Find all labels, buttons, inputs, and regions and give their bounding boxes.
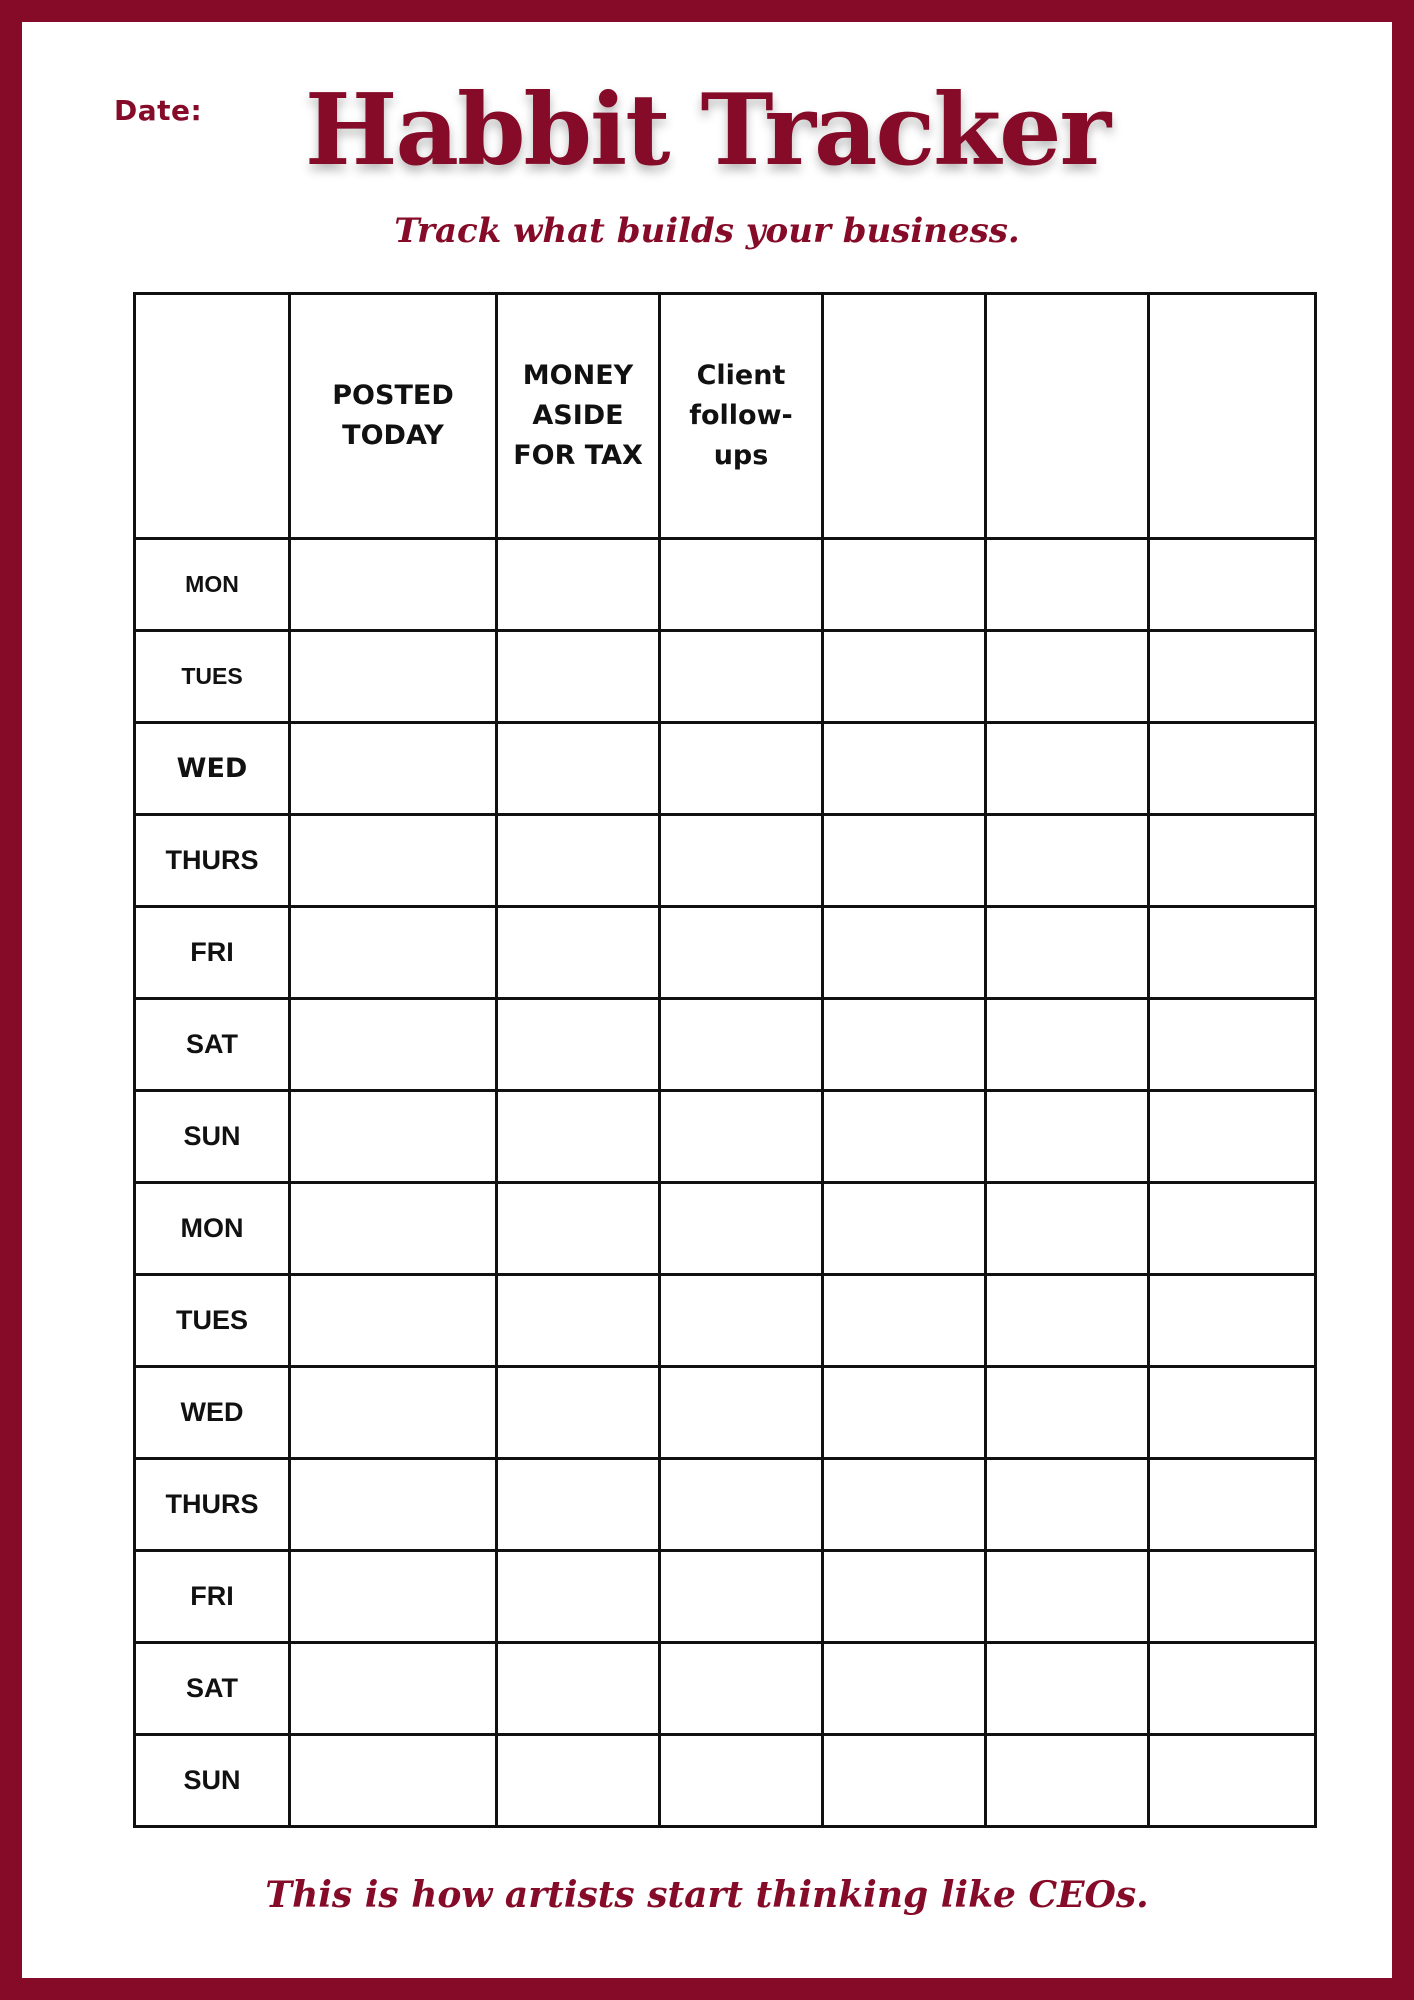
habit-check-cell[interactable] <box>290 1551 497 1643</box>
habit-check-cell[interactable] <box>497 1275 660 1367</box>
habit-check-cell[interactable] <box>290 815 497 907</box>
day-label-cell: SAT <box>135 1643 290 1735</box>
footer-tagline: This is how artists start thinking like CEOs. <box>265 1874 1149 1916</box>
table-row <box>135 1735 1316 1827</box>
column-header-client-follow-ups: Client follow-ups <box>660 294 823 539</box>
habit-check-cell[interactable] <box>660 1183 823 1275</box>
column-header-posted-today: POSTED TODAY <box>290 294 497 539</box>
habit-check-cell[interactable] <box>290 723 497 815</box>
habit-check-cell[interactable] <box>986 723 1149 815</box>
habit-check-cell[interactable] <box>497 723 660 815</box>
corner-header-cell <box>135 294 290 539</box>
habit-check-cell[interactable] <box>986 1367 1149 1459</box>
habit-check-cell[interactable] <box>823 1551 986 1643</box>
habit-check-cell[interactable] <box>986 1091 1149 1183</box>
habit-check-cell[interactable] <box>1149 1459 1316 1551</box>
habit-check-cell[interactable] <box>986 1735 1149 1827</box>
day-label-cell: TUES <box>135 1275 290 1367</box>
habit-check-cell[interactable] <box>497 1551 660 1643</box>
day-label-cell: WED <box>135 1367 290 1459</box>
table-row <box>135 539 1316 631</box>
habit-check-cell[interactable] <box>290 539 497 631</box>
table-row <box>135 1459 1316 1551</box>
habit-check-cell[interactable] <box>986 999 1149 1091</box>
column-header-blank-7 <box>1149 294 1316 539</box>
habit-check-cell[interactable] <box>823 1735 986 1827</box>
habit-check-cell[interactable] <box>1149 999 1316 1091</box>
table-row <box>135 907 1316 999</box>
habit-check-cell[interactable] <box>497 539 660 631</box>
habit-check-cell[interactable] <box>290 1735 497 1827</box>
habit-check-cell[interactable] <box>1149 631 1316 723</box>
table-row <box>135 1643 1316 1735</box>
habit-check-cell[interactable] <box>497 1183 660 1275</box>
habit-check-cell[interactable] <box>290 907 497 999</box>
habit-check-cell[interactable] <box>1149 815 1316 907</box>
habit-check-cell[interactable] <box>290 1643 497 1735</box>
habit-check-cell[interactable] <box>986 1643 1149 1735</box>
day-label-cell: TUES <box>135 631 290 723</box>
habit-check-cell[interactable] <box>1149 1735 1316 1827</box>
day-label-cell: THURS <box>135 815 290 907</box>
habit-check-cell[interactable] <box>823 723 986 815</box>
date-label: Date: <box>114 94 203 127</box>
habit-check-cell[interactable] <box>1149 1275 1316 1367</box>
habit-check-cell[interactable] <box>823 1367 986 1459</box>
subtitle: Track what builds your business. <box>394 211 1020 251</box>
habit-check-cell[interactable] <box>1149 539 1316 631</box>
day-label-cell: FRI <box>135 907 290 999</box>
habit-check-cell[interactable] <box>823 631 986 723</box>
habit-check-cell[interactable] <box>660 1735 823 1827</box>
habit-check-cell[interactable] <box>497 907 660 999</box>
habit-check-cell[interactable] <box>497 1367 660 1459</box>
habit-check-cell[interactable] <box>497 999 660 1091</box>
habit-check-cell[interactable] <box>497 1459 660 1551</box>
habit-check-cell[interactable] <box>660 1367 823 1459</box>
habit-check-cell[interactable] <box>290 1459 497 1551</box>
table-row <box>135 631 1316 723</box>
habit-check-cell[interactable] <box>1149 723 1316 815</box>
habit-check-cell[interactable] <box>823 1275 986 1367</box>
table-row <box>135 1275 1316 1367</box>
table-row <box>135 815 1316 907</box>
habit-check-cell[interactable] <box>986 907 1149 999</box>
habit-check-cell[interactable] <box>497 631 660 723</box>
habit-check-cell[interactable] <box>290 1183 497 1275</box>
habit-check-cell[interactable] <box>660 723 823 815</box>
habit-check-cell[interactable] <box>1149 1367 1316 1459</box>
habit-check-cell[interactable] <box>1149 1551 1316 1643</box>
header-row <box>135 294 1316 539</box>
habit-check-cell[interactable] <box>290 1091 497 1183</box>
habit-check-cell[interactable] <box>660 907 823 999</box>
habit-check-cell[interactable] <box>497 1643 660 1735</box>
habit-check-cell[interactable] <box>986 631 1149 723</box>
habit-check-cell[interactable] <box>986 1459 1149 1551</box>
day-label-cell: SAT <box>135 999 290 1091</box>
habit-check-cell[interactable] <box>1149 1091 1316 1183</box>
day-label-cell: FRI <box>135 1551 290 1643</box>
table-row <box>135 1183 1316 1275</box>
habit-check-cell[interactable] <box>986 815 1149 907</box>
habit-check-cell[interactable] <box>660 539 823 631</box>
day-label-cell: THURS <box>135 1459 290 1551</box>
habit-check-cell[interactable] <box>660 1643 823 1735</box>
habit-check-cell[interactable] <box>497 1091 660 1183</box>
habit-tracker-table <box>133 292 1317 1828</box>
habit-check-cell[interactable] <box>290 1275 497 1367</box>
habit-check-cell[interactable] <box>823 815 986 907</box>
column-header-blank-6 <box>986 294 1149 539</box>
habit-check-cell[interactable] <box>660 1459 823 1551</box>
table-row <box>135 1551 1316 1643</box>
habit-check-cell[interactable] <box>660 1275 823 1367</box>
habit-check-cell[interactable] <box>823 539 986 631</box>
table-row <box>135 723 1316 815</box>
habit-check-cell[interactable] <box>497 1735 660 1827</box>
day-label-cell: WED <box>135 723 290 815</box>
habit-check-cell[interactable] <box>823 907 986 999</box>
habit-check-cell[interactable] <box>290 999 497 1091</box>
habit-check-cell[interactable] <box>497 815 660 907</box>
column-header-blank-5 <box>823 294 986 539</box>
day-label-cell: MON <box>135 1183 290 1275</box>
habit-check-cell[interactable] <box>823 1459 986 1551</box>
habit-check-cell[interactable] <box>1149 1183 1316 1275</box>
habit-check-cell[interactable] <box>823 1091 986 1183</box>
day-label-cell: SUN <box>135 1091 290 1183</box>
habit-check-cell[interactable] <box>660 815 823 907</box>
table-row <box>135 1367 1316 1459</box>
column-header-money-aside-for-tax: MONEY ASIDE FOR TAX <box>497 294 660 539</box>
habit-check-cell[interactable] <box>1149 907 1316 999</box>
table-row <box>135 999 1316 1091</box>
day-label-cell: SUN <box>135 1735 290 1827</box>
table-row <box>135 1091 1316 1183</box>
habit-check-cell[interactable] <box>660 999 823 1091</box>
habit-check-cell[interactable] <box>986 1183 1149 1275</box>
habit-check-cell[interactable] <box>823 1643 986 1735</box>
page-title: Habbit Tracker <box>304 73 1110 188</box>
habit-check-cell[interactable] <box>660 1091 823 1183</box>
habit-check-cell[interactable] <box>660 1551 823 1643</box>
habit-check-cell[interactable] <box>823 999 986 1091</box>
habit-check-cell[interactable] <box>290 631 497 723</box>
habit-check-cell[interactable] <box>986 539 1149 631</box>
habit-check-cell[interactable] <box>986 1551 1149 1643</box>
habit-check-cell[interactable] <box>986 1275 1149 1367</box>
habit-check-cell[interactable] <box>823 1183 986 1275</box>
habit-check-cell[interactable] <box>660 631 823 723</box>
habit-check-cell[interactable] <box>290 1367 497 1459</box>
tracker-body <box>135 539 1316 1827</box>
day-label-cell: MON <box>135 539 290 631</box>
habit-check-cell[interactable] <box>1149 1643 1316 1735</box>
